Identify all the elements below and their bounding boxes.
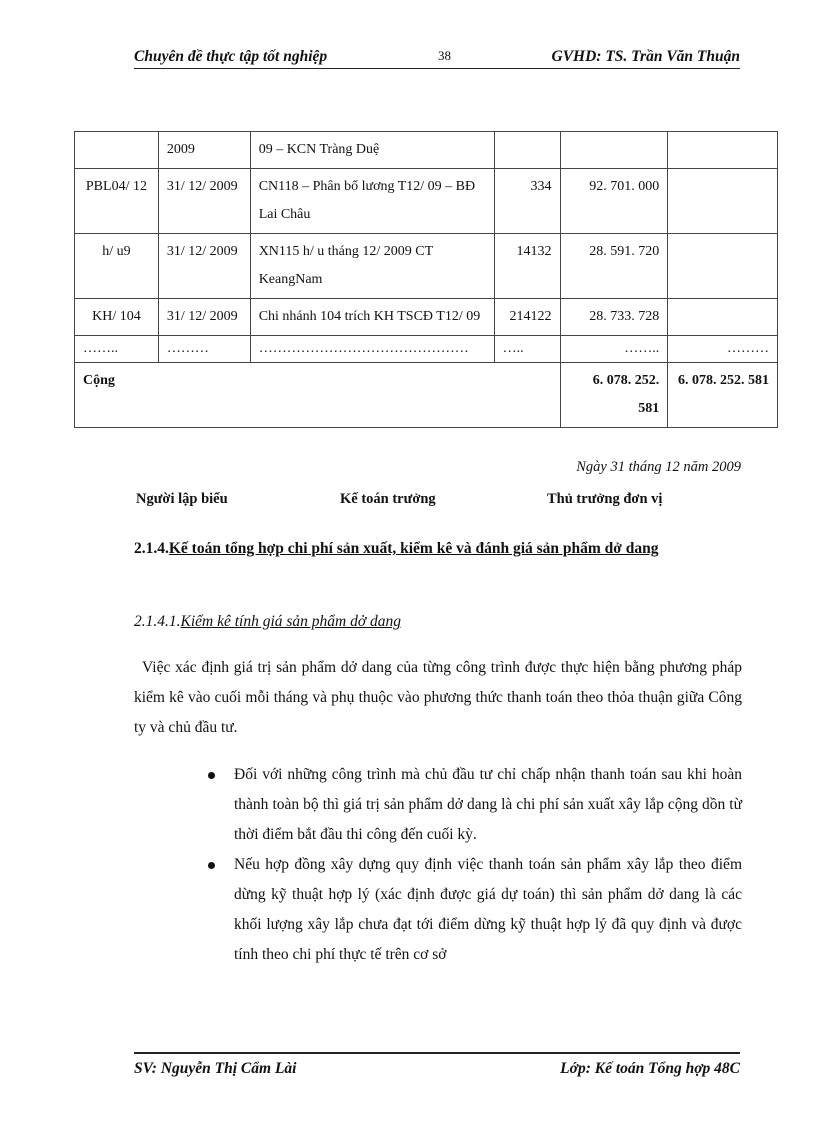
cell-date: 2009 [158,132,250,169]
cell-description: ……………………………………… [250,336,494,363]
cell-credit [668,169,778,234]
list-item-text: Nếu hợp đồng xây dựng quy định việc thanh toán sản phẩm xây lắp theo điểm dừng kỹ thuật hợp lý (xác định được giá dự toán) thì sản phẩm dở dang là các khối lượng xây lắp chưa đạt tới điểm dừng kỹ thuật hợp lý đã quy định và được tính theo chi phí thực tế trên cơ sở [234,856,742,963]
section-heading-2-1-4-1 [134,607,742,637]
cell-credit [668,132,778,169]
cell-date: 31/ 12/ 2009 [158,299,250,336]
total-label: Cộng [75,363,561,428]
header-supervisor: GVHD: TS. Trần Văn Thuận [551,48,740,65]
list-item-text: Đối với những công trình mà chủ đầu tư chỉ chấp nhận thanh toán sau khi hoàn thành toàn bộ thì giá trị sản phẩm dở dang là chi phí sản xuất xây lắp cộng dồn từ thời điểm bắt đầu thi công đến cuối kỳ. [234,766,742,843]
cell-voucher-no: …….. [75,336,159,363]
preparer-label: Người lập biểu [136,491,228,507]
cell-debit: 28. 591. 720 [560,234,668,299]
cell-voucher-no [75,132,159,169]
footer-class: Lớp: Kế toán Tổng hợp 48C [560,1060,740,1077]
subsection-title: Kiểm kê tính giá sản phẩm dở dang [180,613,402,630]
cell-debit: …….. [560,336,668,363]
bullet-icon [208,772,215,779]
list-item [206,850,742,970]
cell-voucher-no: PBL04/ 12 [75,169,159,234]
body-paragraph: Việc xác định giá trị sản phẩm dở dang của từng công trình được thực hiện bằng phương pháp kiểm kê vào cuối mỗi tháng và phụ thuộc vào phương thức thanh toán theo thỏa thuận giữa Công ty và chủ đầu tư. [134,659,742,736]
cell-account [494,132,560,169]
page-number: 38 [438,48,451,63]
section-title: Kế toán tổng hợp chi phí sản xuất, kiểm kê và đánh giá sản phẩm dở dang [168,540,659,557]
director-label: Thủ trưởng đơn vị [547,491,663,507]
cell-description: CN118 – Phân bổ lương T12/ 09 – BĐ Lai Châu [250,169,494,234]
signature-date: Ngày 31 tháng 12 năm 2009 [576,459,741,475]
cell-date: 31/ 12/ 2009 [158,234,250,299]
cell-description: 09 – KCN Tràng Duệ [250,132,494,169]
cell-description: Chi nhánh 104 trích KH TSCĐ T12/ 09 [250,299,494,336]
cell-debit [560,132,668,169]
cell-debit: 28. 733. 728 [560,299,668,336]
cell-date: ……… [158,336,250,363]
cell-description: XN115 h/ u tháng 12/ 2009 CT KeangNam [250,234,494,299]
bullet-icon [208,862,215,869]
cell-voucher-no: KH/ 104 [75,299,159,336]
section-heading-2-1-4 [134,534,742,564]
total-credit: 6. 078. 252. 581 [668,363,778,428]
cell-voucher-no: h/ u9 [75,234,159,299]
table-row [75,299,778,336]
table-row-ellipsis [75,336,778,363]
page-header [134,46,740,69]
cell-debit: 92. 701. 000 [560,169,668,234]
ledger-table [74,131,778,428]
table-total-row [75,363,778,428]
footer-student: SV: Nguyễn Thị Cẩm Lài [134,1060,297,1077]
table-row [75,169,778,234]
subsection-number: 2.1.4.1. [134,613,181,630]
chief-accountant-label: Kế toán trưởng [340,491,436,507]
cell-credit [668,299,778,336]
list-item [206,760,742,850]
header-thesis-title: Chuyên đề thực tập tốt nghiệp [134,48,328,65]
bullet-list [206,760,742,970]
table-row [75,234,778,299]
cell-account: 334 [494,169,560,234]
cell-date: 31/ 12/ 2009 [158,169,250,234]
page-footer [134,1052,740,1080]
cell-account: 14132 [494,234,560,299]
section-number: 2.1.4. [134,540,169,557]
table-row [75,132,778,169]
cell-credit: ……… [668,336,778,363]
cell-account: 214122 [494,299,560,336]
cell-credit [668,234,778,299]
cell-account: ….. [494,336,560,363]
total-debit: 6. 078. 252. 581 [560,363,668,428]
